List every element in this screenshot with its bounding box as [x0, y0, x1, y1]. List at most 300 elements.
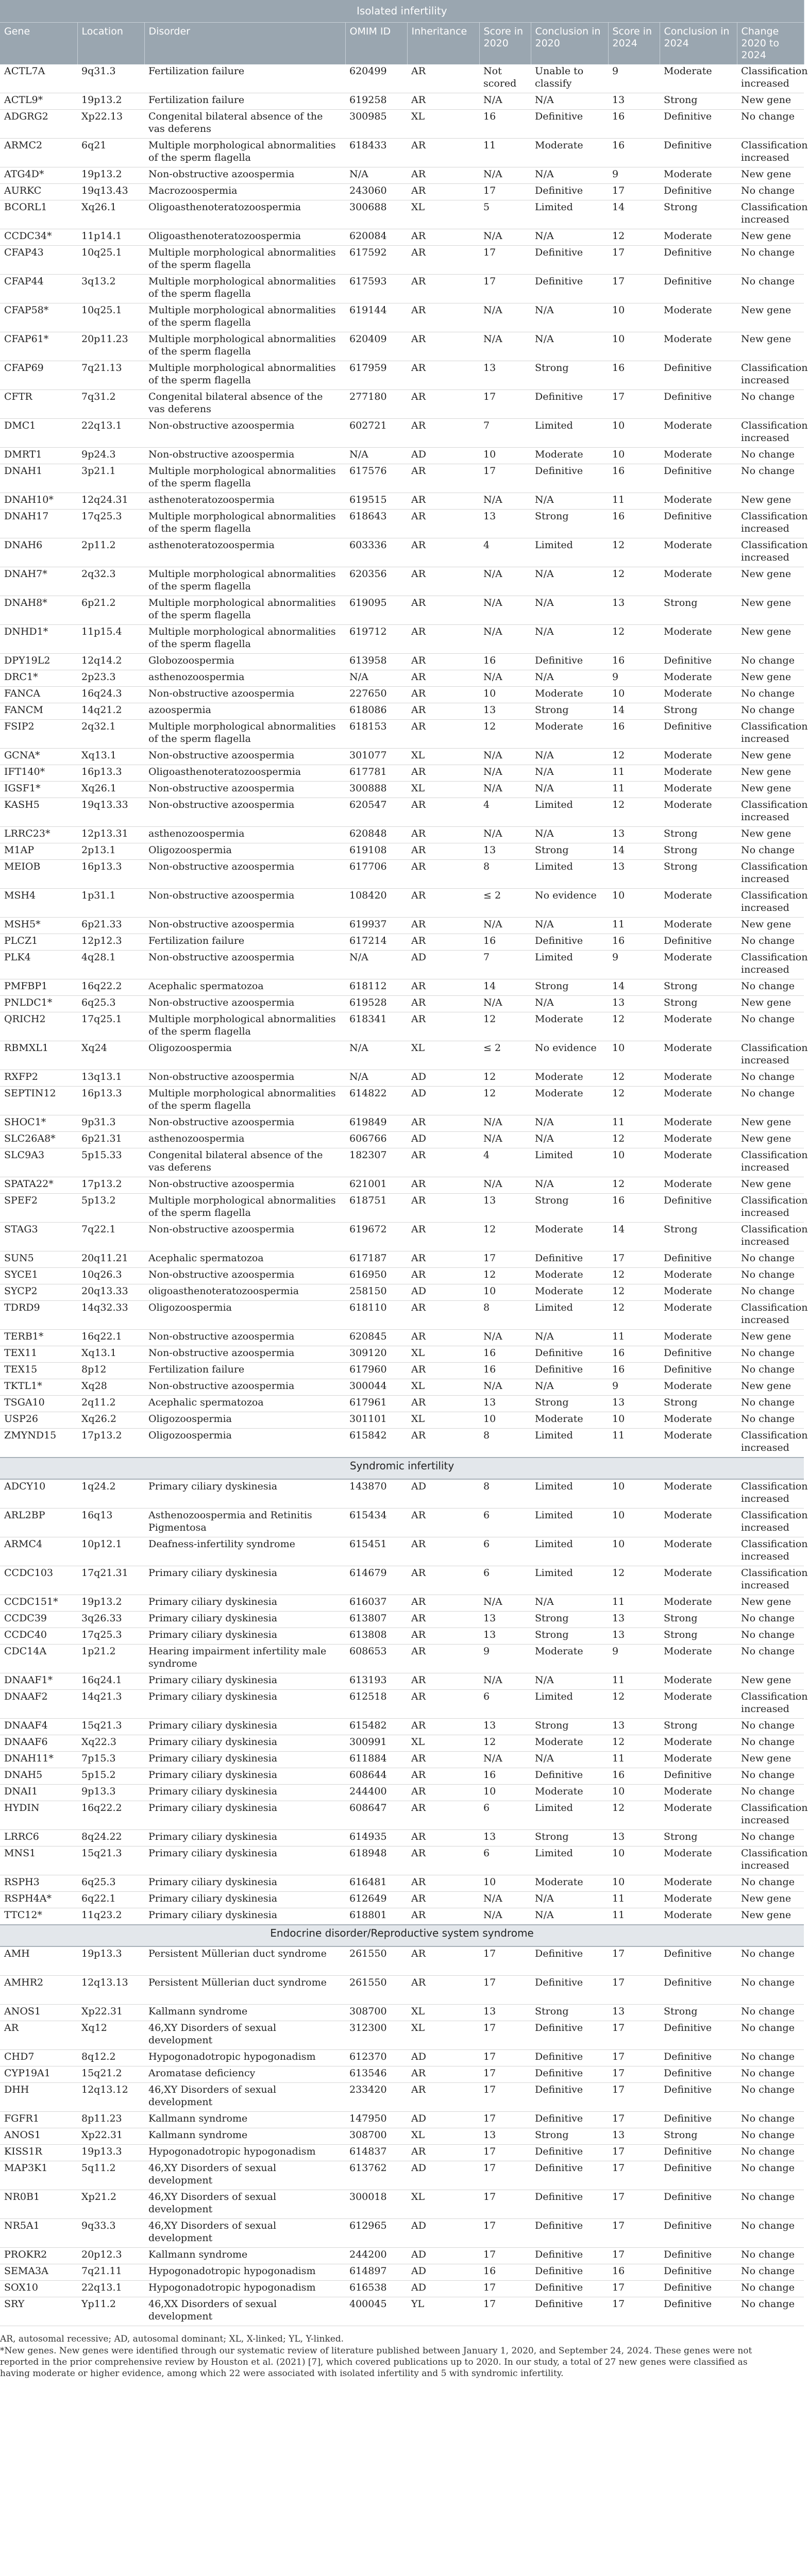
- cell-gene: QRICH2: [0, 1012, 77, 1041]
- cell-change: New gene: [737, 93, 804, 110]
- cell-score-2020: 12: [479, 1012, 531, 1041]
- cell-disorder: Primary ciliary dyskinesia: [144, 1752, 345, 1768]
- cell-omim: 613193: [345, 1673, 407, 1690]
- cell-score-2024: 17: [608, 2219, 660, 2248]
- cell-omim: 614897: [345, 2264, 407, 2281]
- cell-score-2020: N/A: [479, 303, 531, 332]
- cell-inheritance: AR: [407, 1875, 479, 1892]
- cell-gene: CFAP43: [0, 246, 77, 275]
- cell-location: 10q25.1: [77, 303, 144, 332]
- cell-gene: CFAP69: [0, 361, 77, 390]
- cell-inheritance: XL: [407, 782, 479, 798]
- cell-inheritance: AR: [407, 1301, 479, 1330]
- cell-omim: 614935: [345, 1830, 407, 1846]
- cell-omim: 617592: [345, 246, 407, 275]
- table-row: [0, 200, 804, 229]
- cell-omim: 618801: [345, 1908, 407, 1925]
- cell-gene: DNAAF1*: [0, 1673, 77, 1690]
- cell-gene: DMC1: [0, 419, 77, 448]
- cell-conclusion-2024: Definitive: [660, 1251, 737, 1268]
- cell-score-2020: N/A: [479, 996, 531, 1012]
- cell-score-2020: 17: [479, 2219, 531, 2248]
- table-row: [0, 361, 804, 390]
- cell-gene: ADCY10: [0, 1479, 77, 1509]
- cell-conclusion-2020: Definitive: [531, 1946, 608, 1976]
- cell-change: No change: [737, 2219, 804, 2248]
- cell-gene: SHOC1*: [0, 1115, 77, 1132]
- cell-score-2024: 13: [608, 1396, 660, 1412]
- cell-location: Xq12: [77, 2021, 144, 2050]
- cell-change: No change: [737, 2248, 804, 2264]
- cell-score-2024: 13: [608, 1719, 660, 1735]
- table-row: [0, 782, 804, 798]
- cell-score-2024: 17: [608, 2281, 660, 2297]
- cell-inheritance: XL: [407, 2128, 479, 2145]
- cell-gene: TTC12*: [0, 1908, 77, 1925]
- cell-location: 19p13.2: [77, 167, 144, 184]
- cell-location: 6q25.3: [77, 996, 144, 1012]
- cell-disorder: Multiple morphological abnormalities of the sperm flagella: [144, 464, 345, 493]
- cell-omim: 619937: [345, 918, 407, 934]
- table-row: [0, 448, 804, 464]
- cell-score-2024: 10: [608, 1509, 660, 1537]
- cell-gene: CFAP58*: [0, 303, 77, 332]
- table-row: [0, 1346, 804, 1363]
- cell-disorder: Primary ciliary dyskinesia: [144, 1846, 345, 1875]
- cell-change: No change: [737, 687, 804, 703]
- cell-score-2024: 17: [608, 246, 660, 275]
- cell-conclusion-2020: Definitive: [531, 2281, 608, 2297]
- cell-conclusion-2024: Definitive: [660, 275, 737, 303]
- cell-score-2020: 12: [479, 1735, 531, 1752]
- cell-disorder: Non-obstructive azoospermia: [144, 1379, 345, 1396]
- cell-disorder: Multiple morphological abnormalities of the sperm flagella: [144, 596, 345, 625]
- cell-score-2020: 8: [479, 1429, 531, 1458]
- cell-conclusion-2024: Strong: [660, 1719, 737, 1735]
- table-row: [0, 827, 804, 843]
- cell-disorder: Kallmann syndrome: [144, 2248, 345, 2264]
- table-row: [0, 889, 804, 918]
- cell-gene: AR: [0, 2021, 77, 2050]
- cell-score-2024: 14: [608, 1223, 660, 1251]
- section-title: Endocrine disorder/Reproductive system syndrome: [0, 1925, 804, 1946]
- cell-conclusion-2024: Moderate: [660, 1509, 737, 1537]
- cell-disorder: Non-obstructive azoospermia: [144, 918, 345, 934]
- cell-score-2020: 6: [479, 1846, 531, 1875]
- cell-score-2020: 17: [479, 2248, 531, 2264]
- cell-conclusion-2020: Limited: [531, 538, 608, 567]
- cell-score-2024: 12: [608, 538, 660, 567]
- cell-gene: AURKC: [0, 184, 77, 200]
- cell-score-2020: 13: [479, 1396, 531, 1412]
- cell-change: No change: [737, 2128, 804, 2145]
- cell-score-2020: N/A: [479, 1673, 531, 1690]
- cell-conclusion-2024: Moderate: [660, 1148, 737, 1177]
- table-row: [0, 390, 804, 419]
- cell-score-2024: 10: [608, 1041, 660, 1070]
- cell-conclusion-2020: N/A: [531, 782, 608, 798]
- cell-change: Classification increased: [737, 889, 804, 918]
- cell-inheritance: AD: [407, 951, 479, 979]
- cell-omim: 300985: [345, 110, 407, 139]
- table-row: [0, 625, 804, 654]
- cell-conclusion-2024: Definitive: [660, 654, 737, 670]
- cell-conclusion-2020: Moderate: [531, 1012, 608, 1041]
- table-row: [0, 1479, 804, 1509]
- cell-change: New gene: [737, 670, 804, 687]
- cell-conclusion-2024: Moderate: [660, 332, 737, 361]
- cell-score-2020: 16: [479, 1346, 531, 1363]
- cell-score-2024: 11: [608, 1429, 660, 1458]
- cell-conclusion-2020: Moderate: [531, 1412, 608, 1429]
- cell-conclusion-2020: N/A: [531, 1330, 608, 1346]
- cell-omim: 301077: [345, 749, 407, 765]
- col-inheritance: Inheritance: [407, 23, 479, 65]
- cell-change: No change: [737, 1363, 804, 1379]
- table-row: [0, 2161, 804, 2190]
- cell-change: No change: [737, 2297, 804, 2326]
- cell-gene: PROKR2: [0, 2248, 77, 2264]
- table-row: [0, 843, 804, 860]
- cell-conclusion-2020: Moderate: [531, 720, 608, 749]
- cell-score-2024: 11: [608, 1673, 660, 1690]
- cell-change: New gene: [737, 1595, 804, 1612]
- cell-location: 20q11.21: [77, 1251, 144, 1268]
- table-row: [0, 2066, 804, 2083]
- table-row: [0, 1115, 804, 1132]
- cell-conclusion-2020: Unable to classify: [531, 64, 608, 93]
- cell-score-2024: 13: [608, 996, 660, 1012]
- cell-conclusion-2024: Moderate: [660, 1284, 737, 1301]
- cell-conclusion-2024: Moderate: [660, 687, 737, 703]
- cell-score-2020: N/A: [479, 625, 531, 654]
- cell-location: 7q21.11: [77, 2264, 144, 2281]
- cell-inheritance: AR: [407, 1690, 479, 1719]
- cell-gene: KISS1R: [0, 2145, 77, 2161]
- cell-gene: HYDIN: [0, 1801, 77, 1830]
- cell-score-2020: 10: [479, 448, 531, 464]
- cell-disorder: Non-obstructive azoospermia: [144, 448, 345, 464]
- cell-inheritance: AR: [407, 1595, 479, 1612]
- cell-inheritance: AD: [407, 2112, 479, 2128]
- cell-score-2020: 17: [479, 2190, 531, 2219]
- table-row: [0, 1251, 804, 1268]
- cell-score-2020: 12: [479, 1087, 531, 1115]
- cell-disorder: Multiple morphological abnormalities of the sperm flagella: [144, 1012, 345, 1041]
- table-row: [0, 670, 804, 687]
- cell-gene: CCDC40: [0, 1628, 77, 1645]
- cell-score-2020: 4: [479, 538, 531, 567]
- cell-change: New gene: [737, 1379, 804, 1396]
- cell-disorder: Non-obstructive azoospermia: [144, 1268, 345, 1284]
- table-row: [0, 1379, 804, 1396]
- table-row: [0, 1148, 804, 1177]
- cell-inheritance: YL: [407, 2297, 479, 2326]
- cell-location: 14q21.3: [77, 1690, 144, 1719]
- cell-omim: 619672: [345, 1223, 407, 1251]
- cell-inheritance: AR: [407, 1719, 479, 1735]
- cell-score-2024: 13: [608, 2005, 660, 2021]
- cell-inheritance: AR: [407, 1429, 479, 1458]
- cell-conclusion-2020: N/A: [531, 1115, 608, 1132]
- cell-score-2024: 14: [608, 703, 660, 720]
- table-row: [0, 2297, 804, 2326]
- table-row: [0, 1070, 804, 1087]
- cell-score-2024: 12: [608, 1132, 660, 1148]
- cell-omim: 620547: [345, 798, 407, 827]
- table-row: [0, 918, 804, 934]
- cell-score-2024: 11: [608, 765, 660, 782]
- col-conclusion-2020: Conclusion in 2020: [531, 23, 608, 65]
- cell-change: No change: [737, 2281, 804, 2297]
- cell-score-2024: 10: [608, 419, 660, 448]
- cell-conclusion-2020: N/A: [531, 765, 608, 782]
- cell-gene: ZMYND15: [0, 1429, 77, 1458]
- cell-score-2024: 13: [608, 93, 660, 110]
- table-row: [0, 1830, 804, 1846]
- cell-inheritance: AR: [407, 1194, 479, 1223]
- cell-gene: ARMC4: [0, 1537, 77, 1566]
- cell-omim: 617214: [345, 934, 407, 951]
- cell-gene: DPY19L2: [0, 654, 77, 670]
- cell-conclusion-2020: Moderate: [531, 1070, 608, 1087]
- table-row: [0, 1412, 804, 1429]
- cell-conclusion-2024: Definitive: [660, 2281, 737, 2297]
- cell-conclusion-2020: Definitive: [531, 2021, 608, 2050]
- table-row: [0, 1946, 804, 1976]
- cell-gene: DNAH5: [0, 1768, 77, 1785]
- cell-location: 16q22.2: [77, 1801, 144, 1830]
- cell-score-2024: 11: [608, 1752, 660, 1768]
- cell-score-2020: 17: [479, 2083, 531, 2112]
- cell-location: 14q32.33: [77, 1301, 144, 1330]
- cell-location: 5p15.2: [77, 1768, 144, 1785]
- cell-conclusion-2024: Moderate: [660, 1892, 737, 1908]
- cell-conclusion-2020: N/A: [531, 996, 608, 1012]
- cell-disorder: Primary ciliary dyskinesia: [144, 1479, 345, 1509]
- cell-omim: 616950: [345, 1268, 407, 1284]
- cell-omim: 620084: [345, 229, 407, 246]
- cell-conclusion-2020: Strong: [531, 843, 608, 860]
- cell-disorder: Non-obstructive azoospermia: [144, 749, 345, 765]
- cell-conclusion-2020: Definitive: [531, 464, 608, 493]
- cell-conclusion-2024: Moderate: [660, 1412, 737, 1429]
- cell-conclusion-2024: Moderate: [660, 303, 737, 332]
- cell-omim: 612370: [345, 2050, 407, 2066]
- cell-inheritance: AD: [407, 2161, 479, 2190]
- section-header: [0, 1458, 804, 1479]
- cell-gene: LRRC6: [0, 1830, 77, 1846]
- cell-conclusion-2024: Strong: [660, 1396, 737, 1412]
- table-row: [0, 2264, 804, 2281]
- cell-gene: SEPTIN12: [0, 1087, 77, 1115]
- cell-omim: 615482: [345, 1719, 407, 1735]
- cell-disorder: Non-obstructive azoospermia: [144, 996, 345, 1012]
- cell-change: New gene: [737, 1177, 804, 1194]
- table-row: [0, 2021, 804, 2050]
- cell-inheritance: AR: [407, 1908, 479, 1925]
- cell-score-2020: 12: [479, 1223, 531, 1251]
- cell-omim: N/A: [345, 670, 407, 687]
- cell-change: No change: [737, 1719, 804, 1735]
- cell-inheritance: AR: [407, 1115, 479, 1132]
- cell-conclusion-2024: Moderate: [660, 1177, 737, 1194]
- cell-score-2020: 16: [479, 110, 531, 139]
- cell-change: Classification increased: [737, 1690, 804, 1719]
- cell-change: Classification increased: [737, 419, 804, 448]
- cell-score-2020: 7: [479, 951, 531, 979]
- cell-conclusion-2024: Definitive: [660, 361, 737, 390]
- cell-conclusion-2020: Definitive: [531, 2190, 608, 2219]
- cell-conclusion-2024: Definitive: [660, 110, 737, 139]
- cell-location: 19p13.3: [77, 2145, 144, 2161]
- cell-disorder: Multiple morphological abnormalities of the sperm flagella: [144, 139, 345, 167]
- cell-location: 8p12: [77, 1363, 144, 1379]
- cell-conclusion-2020: N/A: [531, 493, 608, 510]
- cell-score-2024: 12: [608, 1177, 660, 1194]
- cell-score-2024: 13: [608, 1628, 660, 1645]
- cell-location: Xp22.13: [77, 110, 144, 139]
- cell-score-2020: N/A: [479, 1379, 531, 1396]
- cell-conclusion-2020: Strong: [531, 1719, 608, 1735]
- cell-disorder: Non-obstructive azoospermia: [144, 1177, 345, 1194]
- cell-omim: 300991: [345, 1735, 407, 1752]
- cell-conclusion-2024: Strong: [660, 827, 737, 843]
- cell-score-2024: 17: [608, 390, 660, 419]
- cell-gene: AMHR2: [0, 1976, 77, 2005]
- table-title: Isolated infertility: [0, 0, 804, 23]
- cell-omim: 614837: [345, 2145, 407, 2161]
- table-row: [0, 1875, 804, 1892]
- cell-conclusion-2024: Moderate: [660, 1012, 737, 1041]
- table-row: [0, 1087, 804, 1115]
- cell-score-2020: N/A: [479, 229, 531, 246]
- cell-inheritance: AR: [407, 889, 479, 918]
- cell-disorder: Fertilization failure: [144, 934, 345, 951]
- cell-location: 3q26.33: [77, 1612, 144, 1628]
- cell-score-2020: N/A: [479, 827, 531, 843]
- cell-score-2024: 17: [608, 275, 660, 303]
- cell-score-2024: 16: [608, 510, 660, 538]
- cell-disorder: 46,XY Disorders of sexual development: [144, 2219, 345, 2248]
- cell-location: 14q21.2: [77, 703, 144, 720]
- cell-score-2020: 6: [479, 1801, 531, 1830]
- cell-conclusion-2020: N/A: [531, 567, 608, 596]
- cell-disorder: Multiple morphological abnormalities of the sperm flagella: [144, 246, 345, 275]
- col-change: Change 2020 to 2024: [737, 23, 804, 65]
- cell-inheritance: AR: [407, 332, 479, 361]
- cell-change: New gene: [737, 625, 804, 654]
- cell-omim: 617706: [345, 860, 407, 889]
- cell-disorder: asthenozoospermia: [144, 827, 345, 843]
- cell-change: Classification increased: [737, 860, 804, 889]
- cell-score-2024: 12: [608, 1012, 660, 1041]
- cell-gene: SLC26A8*: [0, 1132, 77, 1148]
- cell-omim: 308700: [345, 2128, 407, 2145]
- cell-omim: 619528: [345, 996, 407, 1012]
- cell-disorder: Hypogonadotropic hypogonadism: [144, 2281, 345, 2297]
- cell-conclusion-2020: Definitive: [531, 2297, 608, 2326]
- cell-conclusion-2020: Strong: [531, 2128, 608, 2145]
- table-row: [0, 184, 804, 200]
- cell-score-2024: 11: [608, 1892, 660, 1908]
- table-row: [0, 2248, 804, 2264]
- cell-omim: 617187: [345, 1251, 407, 1268]
- cell-score-2024: 11: [608, 1908, 660, 1925]
- cell-conclusion-2024: Strong: [660, 93, 737, 110]
- cell-conclusion-2020: Strong: [531, 2005, 608, 2021]
- col-conclusion-2024: Conclusion in 2024: [660, 23, 737, 65]
- cell-score-2024: 10: [608, 889, 660, 918]
- cell-change: New gene: [737, 1115, 804, 1132]
- cell-conclusion-2024: Definitive: [660, 934, 737, 951]
- cell-inheritance: AD: [407, 1479, 479, 1509]
- cell-inheritance: AR: [407, 1768, 479, 1785]
- cell-omim: 619095: [345, 596, 407, 625]
- table-row: [0, 1268, 804, 1284]
- cell-score-2020: N/A: [479, 332, 531, 361]
- cell-inheritance: XL: [407, 110, 479, 139]
- cell-gene: ANOS1: [0, 2128, 77, 2145]
- cell-location: 17p13.2: [77, 1429, 144, 1458]
- cell-omim: 309120: [345, 1346, 407, 1363]
- cell-change: New gene: [737, 765, 804, 782]
- table-row: [0, 2050, 804, 2066]
- cell-score-2024: 12: [608, 749, 660, 765]
- cell-score-2024: 11: [608, 918, 660, 934]
- table-row: [0, 1673, 804, 1690]
- cell-score-2024: 17: [608, 2190, 660, 2219]
- cell-conclusion-2020: Definitive: [531, 2219, 608, 2248]
- cell-conclusion-2024: Moderate: [660, 1537, 737, 1566]
- cell-conclusion-2024: Strong: [660, 2005, 737, 2021]
- cell-change: No change: [737, 448, 804, 464]
- table-row: [0, 2219, 804, 2248]
- cell-conclusion-2024: Definitive: [660, 1194, 737, 1223]
- cell-gene: PMFBP1: [0, 979, 77, 996]
- cell-change: No change: [737, 1087, 804, 1115]
- cell-disorder: Hypogonadotropic hypogonadism: [144, 2050, 345, 2066]
- cell-change: No change: [737, 1284, 804, 1301]
- cell-disorder: Oligoasthenoteratozoospermia: [144, 765, 345, 782]
- cell-location: 9p31.3: [77, 1115, 144, 1132]
- cell-score-2024: 13: [608, 1612, 660, 1628]
- cell-inheritance: AR: [407, 229, 479, 246]
- cell-inheritance: AR: [407, 720, 479, 749]
- cell-conclusion-2020: Limited: [531, 200, 608, 229]
- cell-omim: 308700: [345, 2005, 407, 2021]
- cell-score-2024: 13: [608, 2128, 660, 2145]
- cell-omim: 620409: [345, 332, 407, 361]
- cell-conclusion-2020: N/A: [531, 167, 608, 184]
- cell-omim: N/A: [345, 951, 407, 979]
- cell-inheritance: AR: [407, 184, 479, 200]
- cell-change: Classification increased: [737, 1429, 804, 1458]
- cell-conclusion-2024: Definitive: [660, 2050, 737, 2066]
- cell-conclusion-2024: Definitive: [660, 2145, 737, 2161]
- cell-score-2024: 17: [608, 2050, 660, 2066]
- cell-score-2020: 5: [479, 200, 531, 229]
- cell-inheritance: AR: [407, 1785, 479, 1801]
- cell-conclusion-2024: Definitive: [660, 1346, 737, 1363]
- cell-location: 6p21.2: [77, 596, 144, 625]
- cell-location: Xp22.31: [77, 2005, 144, 2021]
- cell-conclusion-2020: Definitive: [531, 1976, 608, 2005]
- cell-omim: 615434: [345, 1509, 407, 1537]
- cell-gene: ARMC2: [0, 139, 77, 167]
- cell-omim: 619849: [345, 1115, 407, 1132]
- cell-score-2020: 6: [479, 1690, 531, 1719]
